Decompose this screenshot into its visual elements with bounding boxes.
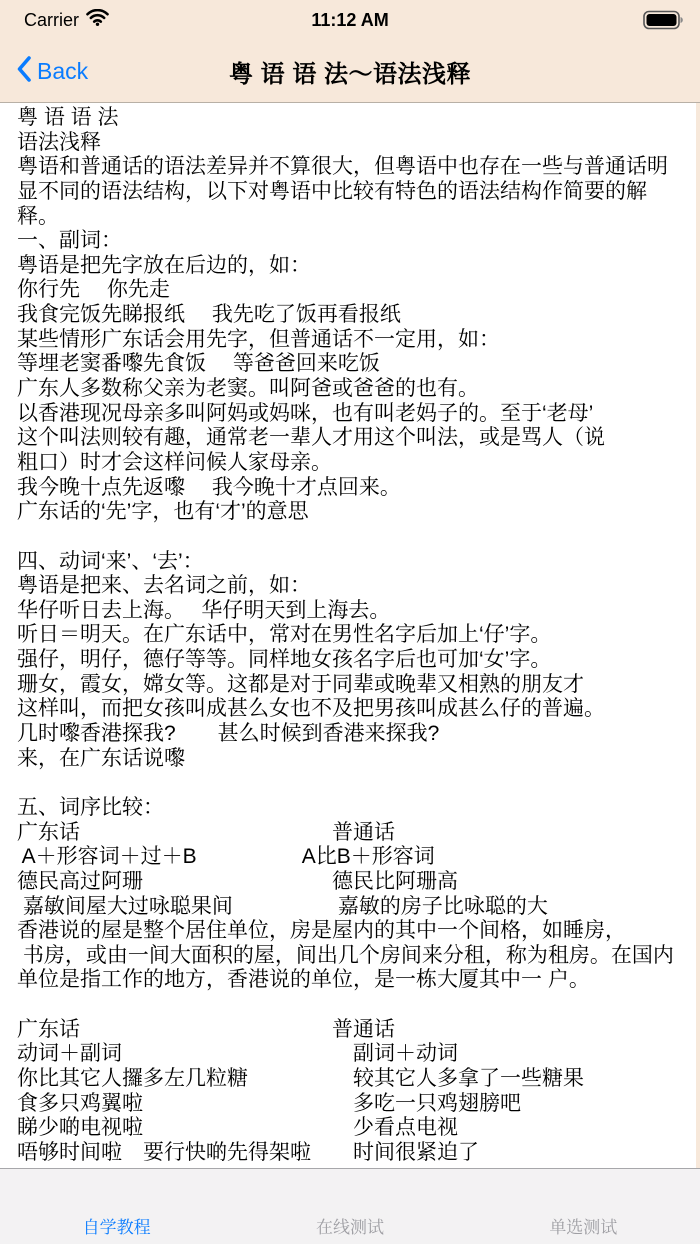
text-line: 广东话的‘先’字，也有‘才’的意思 — [17, 500, 309, 524]
text-line: 四、动词‘来’、‘去’： — [17, 549, 204, 573]
text-line: 书房，或由一间大面积的屋，间出几个房间来分租，称为租房。在国内 — [17, 943, 674, 967]
text-line: 香港说的屋是整个居住单位，房是屋内的其中一个间格，如睡房， — [17, 919, 626, 943]
text-line: 你行先 你先走 — [17, 278, 170, 302]
navigation-bar — [0, 40, 700, 103]
text-line: 显不同的语法结构，以下对粤语中比较有特色的语法结构作简要的解 — [17, 179, 647, 203]
text-line: 几时嚟香港探我? 甚么时候到香港来探我? — [17, 722, 440, 746]
text-line: 广东话 普通话 — [17, 820, 395, 844]
text-line: 你比其它人攞多左几粒糖 较其它人多拿了一些糖果 — [17, 1066, 584, 1090]
text-line — [17, 993, 696, 1018]
article-text[interactable] — [0, 103, 696, 1168]
text-line: A＋形容词＋过＋B A比B＋形容词 — [17, 845, 435, 869]
clock: 11:12 AM — [311, 9, 389, 30]
text-line: 动词＋副词 副词＋动词 — [17, 1042, 458, 1066]
text-line: 广东话 普通话 — [17, 1017, 395, 1041]
text-line: 来，在广东话说嚟 — [17, 746, 185, 770]
text-line: 单位是指工作的地方，香港说的单位，是一栋大厦其中一 户。 — [17, 968, 590, 992]
tab-online-test[interactable] — [233, 1169, 466, 1244]
text-line: 某些情形广东话会用先字，但普通话不一定用，如： — [17, 327, 500, 351]
text-line — [17, 525, 696, 550]
tab-self-study-tutorial[interactable] — [0, 1169, 233, 1244]
text-line: 我今晚十点先返嚟 我今晚十才点回来。 — [17, 475, 401, 499]
text-line: 嘉敏间屋大过咏聪果间 嘉敏的房子比咏聪的大 — [17, 894, 548, 918]
text-line: 以香港现况母亲多叫阿妈或妈咪，也有叫老妈子的。至于‘老母’ — [17, 401, 594, 425]
text-line: 华仔听日去上海。 华仔明天到上海去。 — [17, 598, 391, 622]
text-line — [17, 771, 696, 796]
text-line: 这个叫法则较有趣，通常老一辈人才用这个叫法，或是骂人（说 — [17, 426, 605, 450]
text-line: 珊女，霞女，嫦女等。这都是对于同辈或晚辈又相熟的朋友才 — [17, 672, 584, 696]
text-line: 语法浅释 — [17, 130, 101, 154]
tab-bar — [0, 1168, 700, 1244]
text-line: 德民高过阿珊 德民比阿珊高 — [17, 869, 458, 893]
text-line: 听日＝明天。在广东话中，常对在男性名字后加上‘仔’字。 — [17, 623, 552, 647]
text-line: 我食完饭先睇报纸 我先吃了饭再看报纸 — [17, 303, 401, 327]
tab-label: 单选测试 — [549, 1218, 618, 1237]
text-line: 粗口）时才会这样问候人家母亲。 — [17, 450, 332, 474]
tab-single-choice-test[interactable] — [467, 1169, 700, 1244]
text-line: 等埋老窦番嚟先食饭 等爸爸回来吃饭 — [17, 352, 380, 376]
carrier-label: Carrier — [24, 9, 80, 30]
text-line: 唔够时间啦 要行快啲先得架啦 时间很紧迫了 — [17, 1140, 479, 1164]
text-line: 粤 语 语 法 — [17, 106, 119, 129]
text-line: 强仔，明仔，德仔等等。同样地女孩名字后也可加‘女’字。 — [17, 648, 552, 672]
page-title: 粤 语 语 法～语法浅释 — [228, 60, 471, 88]
back-button-label: Back — [37, 57, 89, 84]
text-line: 一、副词： — [17, 229, 122, 253]
status-bar — [0, 0, 700, 40]
battery-full-icon — [643, 0, 684, 40]
text-line: 五、词序比较： — [17, 795, 164, 819]
text-line: 粤语和普通话的语法差异并不算很大，但粤语中也存在一些与普通话明 — [17, 155, 668, 179]
text-line: 释。 — [17, 204, 59, 228]
tab-label: 在线测试 — [315, 1218, 384, 1237]
text-line: 食多只鸡翼啦 多吃一只鸡翅膀吧 — [17, 1091, 521, 1115]
tab-label: 自学教程 — [82, 1218, 151, 1237]
text-line: 粤语是把来、去名词之前，如： — [17, 574, 311, 598]
text-line: 这样叫，而把女孩叫成甚么女也不及把男孩叫成甚么仔的普遍。 — [17, 697, 605, 721]
text-line: 广东人多数称父亲为老窦。叫阿爸或爸爸的也有。 — [17, 377, 479, 401]
text-line: 睇少啲电视啦 少看点电视 — [17, 1116, 458, 1140]
text-line: 粤语是把先字放在后边的，如： — [17, 253, 311, 277]
